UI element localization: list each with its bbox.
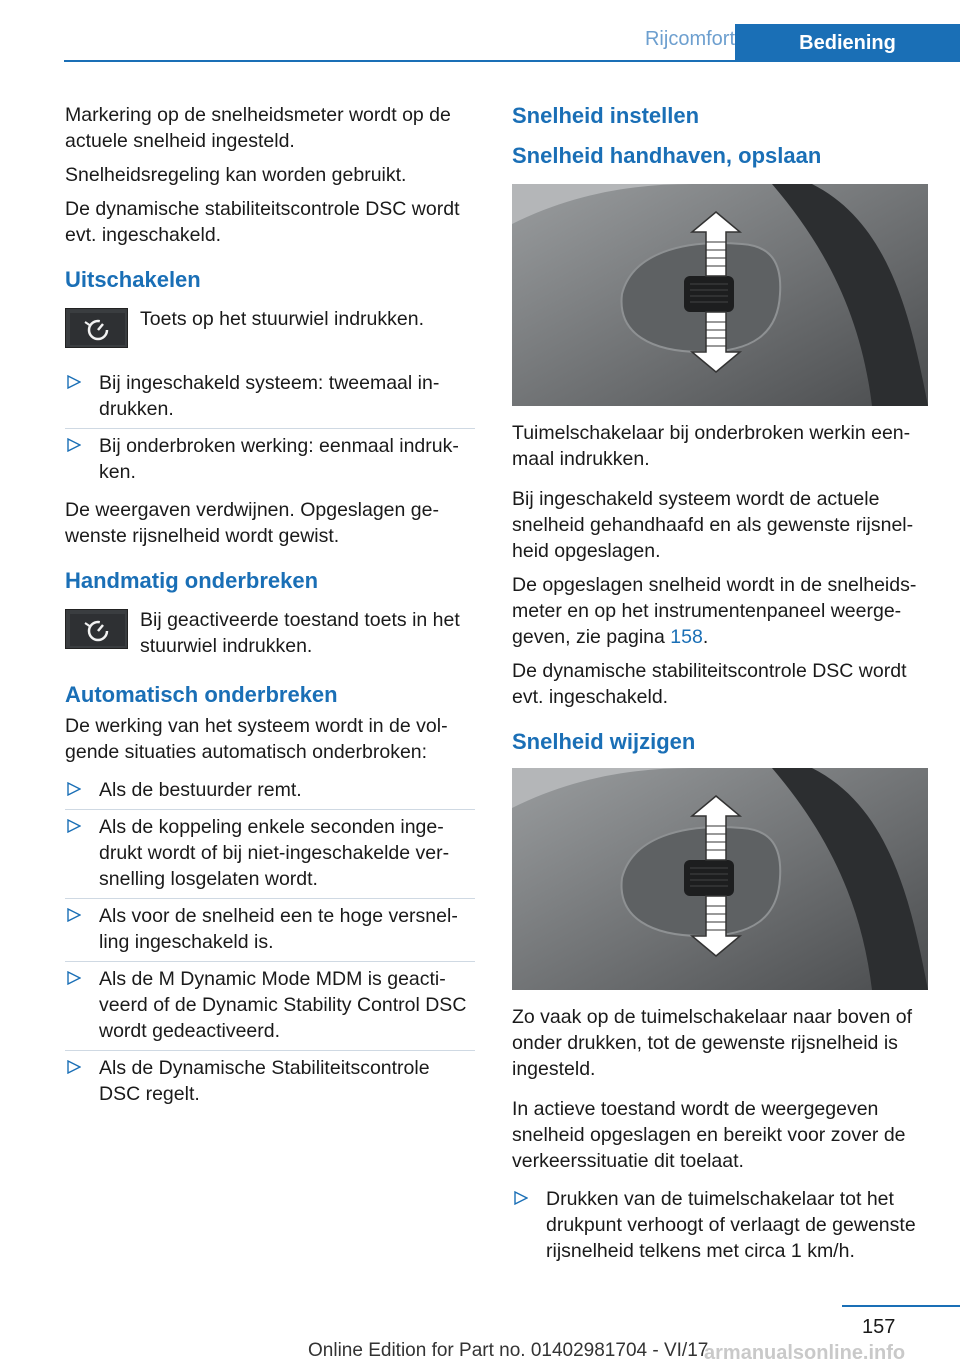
right-paragraph-4: De dynamische stabiliteitscontrole DSC wordt evt. ingeschakeld.	[512, 660, 907, 708]
list-item: Drukken van de tuimelschakelaar tot het drukpunt verhoogt of verlaagt de gewenste rijsnelheid telkens met circa 1 km/h.	[512, 1182, 928, 1270]
intro-paragraph-2: Snelheidsregeling kan worden gebruikt.	[65, 164, 407, 186]
intro-paragraph-1: Markering op de snelheidsmeter wordt op de actuele snelheid ingesteld.	[65, 104, 451, 152]
list-item: Als de bestuurder remt.	[65, 773, 475, 810]
triangle-bullet-icon	[67, 1060, 81, 1074]
steering-wheel-rocker-photo	[512, 184, 928, 406]
list-item: Bij ingeschakeld systeem: tweemaal in-drukken.	[65, 366, 475, 429]
footer-rule	[842, 1305, 960, 1307]
heading-handmatig: Handmatig onderbreken	[65, 568, 319, 593]
heading-snelheid-handhaven: Snelheid handhaven, opslaan	[512, 143, 822, 168]
uitschakelen-list	[65, 366, 475, 491]
watermark: armanualsonline.info	[704, 1342, 906, 1362]
triangle-bullet-icon	[514, 1191, 528, 1205]
automatisch-list	[65, 773, 475, 1113]
left-column	[65, 102, 475, 1119]
list-item: Als de Dynamische Stabiliteitscontrole DSC regelt.	[65, 1051, 475, 1113]
right-paragraph-6: In actieve toestand wordt de weergegeven snelheid opgeslagen en bereikt voor zover de verkeerssituatie dit toelaat.	[512, 1098, 906, 1172]
heading-snelheid-wijzigen: Snelheid wijzigen	[512, 729, 696, 754]
cruise-control-button-icon	[65, 308, 128, 348]
list-item: Als voor de snelheid een te hoge versnel-ling ingeschakeld is.	[65, 899, 475, 962]
heading-uitschakelen: Uitschakelen	[65, 267, 201, 292]
steering-wheel-rocker-photo-2	[512, 768, 928, 990]
button-instruction-handmatig	[65, 607, 475, 659]
intro-paragraph-3: De dynamische stabiliteitscontrole DSC wordt evt. ingeschakeld.	[65, 198, 460, 246]
header-chapter-tab: Bediening	[735, 24, 960, 62]
list-item: Bij onderbroken werking: eenmaal indruk-ken.	[65, 429, 475, 491]
triangle-bullet-icon	[67, 782, 81, 796]
snelheid-wijzigen-list	[512, 1182, 928, 1270]
right-paragraph-3: De opgeslagen snelheid wordt in de snelheids-meter en op het instrumentenpaneel weerge-geven, zie pagina 158.	[512, 574, 917, 648]
triangle-bullet-icon	[67, 375, 81, 389]
list-item: Als de M Dynamic Mode MDM is geacti-veerd of de Dynamic Stability Control DSC wordt gedeactiveerd.	[65, 962, 475, 1051]
page-header	[0, 0, 960, 62]
cruise-control-button-icon	[65, 609, 128, 649]
uitschakelen-after-text: De weergaven verdwijnen. Opgeslagen ge-wenste rijsnelheid wordt gewist.	[65, 499, 439, 547]
right-paragraph-2: Bij ingeschakeld systeem wordt de actuele snelheid gehandhaafd en als gewenste rijsnel-heid opgeslagen.	[512, 488, 914, 562]
header-rule	[64, 60, 960, 62]
page-number: 157	[862, 1316, 896, 1338]
right-paragraph-1: Tuimelschakelaar bij onderbroken werkin een-maal indrukken.	[512, 422, 911, 470]
right-column	[512, 102, 928, 1276]
heading-automatisch: Automatisch onderbreken	[65, 682, 338, 707]
triangle-bullet-icon	[67, 438, 81, 452]
button-text-handmatig: Bij geactiveerde toestand toets in het stuurwiel indrukken.	[140, 609, 460, 657]
edition-text: Online Edition for Part no. 01402981704 - VI/17	[308, 1340, 709, 1361]
button-instruction-uitschakelen	[65, 306, 475, 348]
button-text-uitschakelen: Toets op het stuurwiel indrukken.	[140, 308, 424, 330]
triangle-bullet-icon	[67, 819, 81, 833]
page-reference-link[interactable]: 158	[670, 626, 703, 648]
list-item: Als de koppeling enkele seconden inge-drukt wordt of bij niet-ingeschakelde ver-snelling losgelaten wordt.	[65, 810, 475, 899]
right-paragraph-5: Zo vaak op de tuimelschakelaar naar boven of onder drukken, tot de gewenste rijsnelheid is ingesteld.	[512, 1006, 912, 1080]
triangle-bullet-icon	[67, 971, 81, 985]
automatisch-text: De werking van het systeem wordt in de vol-gende situaties automatisch onderbroken:	[65, 715, 448, 763]
heading-snelheid-instellen: Snelheid instellen	[512, 103, 700, 128]
header-section-tab: Rijcomfort	[644, 28, 735, 50]
triangle-bullet-icon	[67, 908, 81, 922]
